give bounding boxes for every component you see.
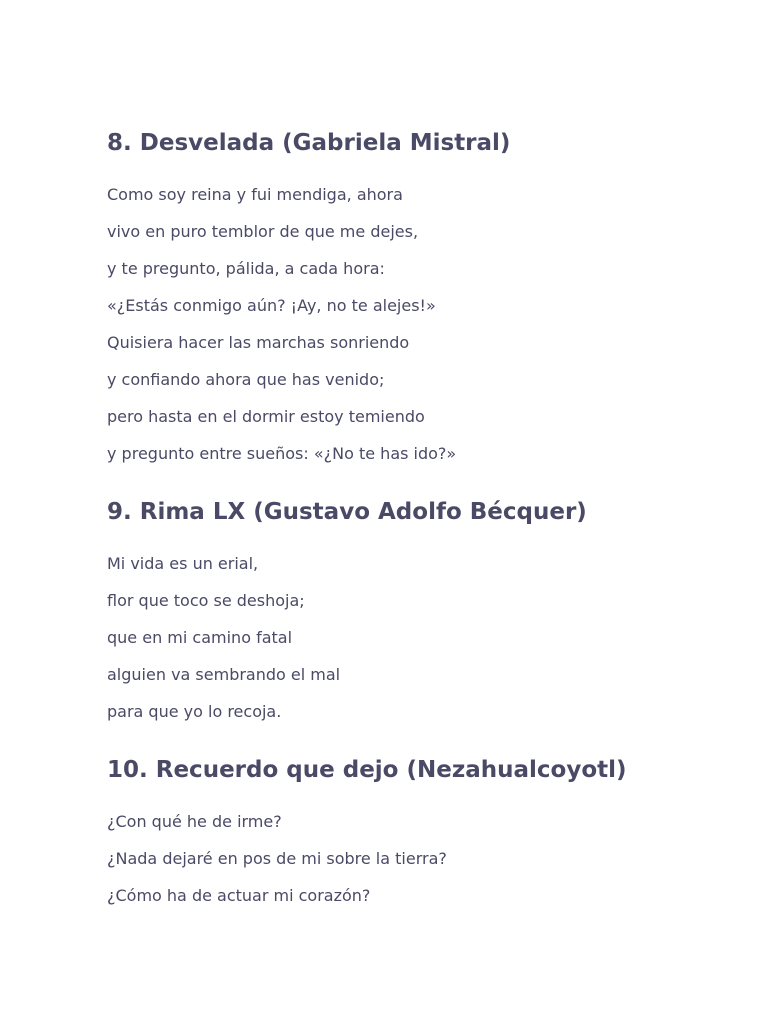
poem-title: 10. Recuerdo que dejo (Nezahualcoyotl) <box>107 757 627 783</box>
verse-line: ¿Con qué he de irme? <box>107 812 282 831</box>
verse-line: Quisiera hacer las marchas sonriendo <box>107 333 410 352</box>
verse-line: y te pregunto, pálida, a cada hora: <box>107 259 385 278</box>
verse-line: flor que toco se deshoja; <box>107 591 305 610</box>
verse-list <box>107 545 747 730</box>
poem-recuerdo-que-dejo <box>107 755 747 914</box>
verse-line: para que yo lo recoja. <box>107 702 282 721</box>
verse-line: ¿Nada dejaré en pos de mi sobre la tierra? <box>107 849 447 868</box>
poem-title: 9. Rima LX (Gustavo Adolfo Bécquer) <box>107 499 587 525</box>
poem-rima-lx <box>107 497 747 730</box>
verse-line: y confiando ahora que has venido; <box>107 370 385 389</box>
verse-line: Mi vida es un erial, <box>107 554 259 573</box>
verse-line: Como soy reina y fui mendiga, ahora <box>107 185 403 204</box>
verse-line: ¿Cómo ha de actuar mi corazón? <box>107 886 371 905</box>
verse-list <box>107 803 747 914</box>
poem-title: 8. Desvelada (Gabriela Mistral) <box>107 130 511 156</box>
verse-line: pero hasta en el dormir estoy temiendo <box>107 407 425 426</box>
verse-line: «¿Estás conmigo aún? ¡Ay, no te alejes!» <box>107 296 436 315</box>
verse-list <box>107 176 747 472</box>
poem-desvelada <box>107 128 747 472</box>
verse-line: que en mi camino fatal <box>107 628 293 647</box>
verse-line: vivo en puro temblor de que me dejes, <box>107 222 419 241</box>
verse-line: y pregunto entre sueños: «¿No te has ido?» <box>107 444 457 463</box>
verse-line: alguien va sembrando el mal <box>107 665 341 684</box>
